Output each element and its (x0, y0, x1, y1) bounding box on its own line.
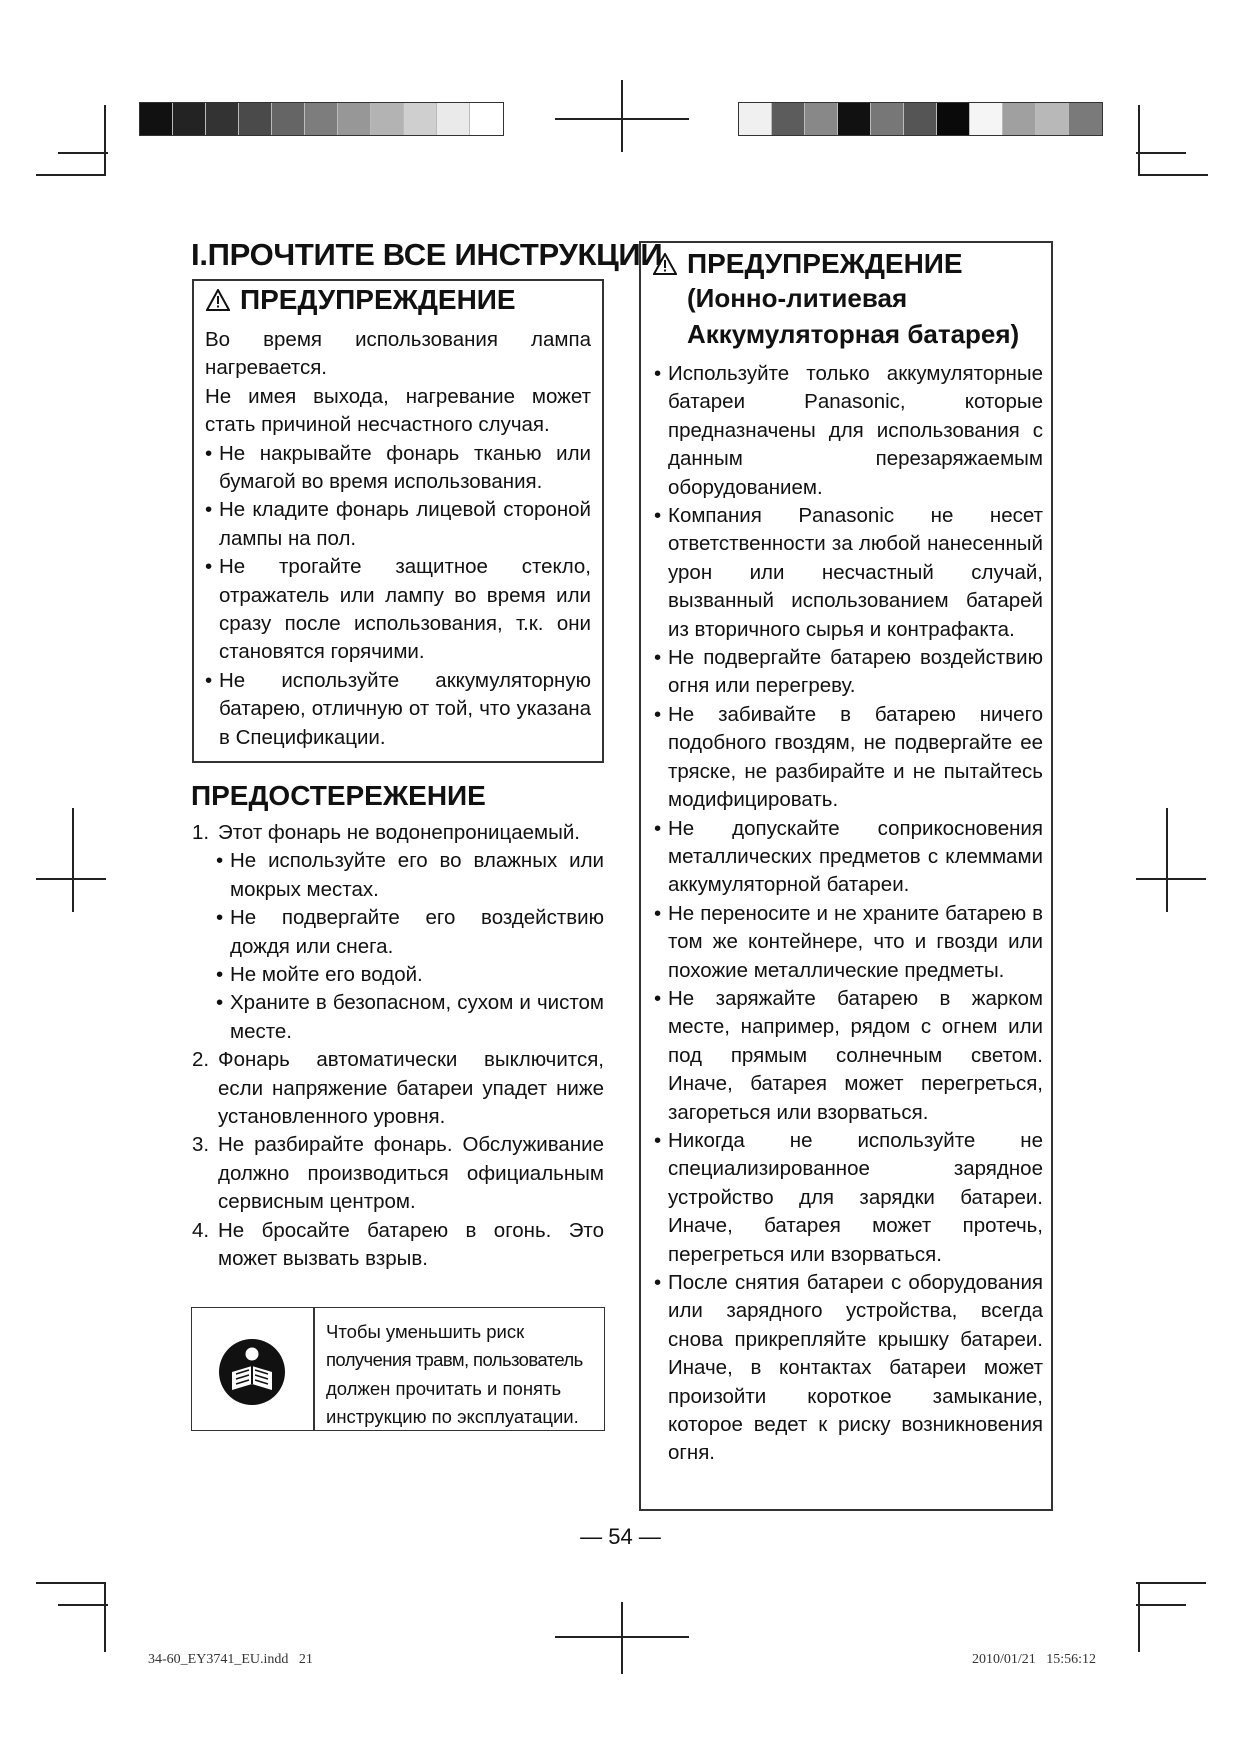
color-swatch (404, 103, 437, 135)
registration-cross (1166, 808, 1168, 912)
list-item: • Не трогайте защитное стекло, отражатель или лампу во время или сразу после использования, т.к. они становятся горячими. (205, 555, 591, 664)
color-swatch (338, 103, 371, 135)
crop-mark (1136, 1604, 1186, 1606)
crop-mark (36, 174, 106, 176)
crop-mark (104, 105, 106, 175)
left-warning-heading (206, 284, 516, 316)
color-swatch (937, 103, 970, 135)
crop-mark (104, 1582, 106, 1652)
list-item: • Не переносите и не храните батарею в том же контейнере, что и гвозди или похожие металлические предметы. (654, 901, 1043, 982)
registration-cross (555, 1636, 689, 1638)
list-item: • Не подвергайте батарею воздействию огня или перегреву. (654, 646, 1043, 698)
manual-notice-text (326, 1318, 608, 1432)
caution-heading: ПРЕДОСТЕРЕЖЕНИЕ (191, 780, 486, 811)
crop-mark (1138, 174, 1208, 176)
warning-title: ПРЕДУПРЕЖДЕНИЕ (240, 284, 516, 315)
registration-cross (621, 80, 623, 152)
list-item: • Компания Panasonic не несет ответственности за любой нанесенный урон или несчастный случай, вызванный использованием батарей из вторичного сырья и контрафакта. (654, 504, 1043, 641)
numbered-item: 3. Не разбирайте фонарь. Обслуживание должно производиться официальным сервисным центром. (192, 1133, 604, 1214)
warning-triangle-icon (206, 289, 230, 311)
color-swatch (772, 103, 805, 135)
crop-mark (36, 1582, 106, 1584)
color-calibration-bar-left (139, 102, 504, 136)
color-swatch (272, 103, 305, 135)
list-item: • Используйте только аккумуляторные батареи Panasonic, которые предназначены для использования с данным перезаряжаемым оборудованием. (654, 362, 1043, 499)
right-warning-heading (653, 248, 963, 280)
left-warning-content (205, 326, 591, 752)
color-swatch (1003, 103, 1036, 135)
color-swatch (1036, 103, 1069, 135)
color-swatch (739, 103, 772, 135)
footer-filename: 34-60_EY3741_EU.indd 21 (148, 1652, 313, 1667)
list-item: • Не забивайте в батарею ничего подобного гвоздям, не подвергайте ее тряске, не разбирайте и не пытайтесь модифицировать. (654, 702, 1043, 812)
color-swatch (970, 103, 1003, 135)
notice-line: должен прочитать и понять (326, 1377, 562, 1399)
notice-line: получения травм, пользователь (326, 1349, 583, 1371)
color-swatch (371, 103, 404, 135)
list-item: • Не заряжайте батарею в жарком месте, например, рядом с огнем или под прямым солнечным светом. Иначе, батарея может перегреться, загореться или взорваться. (654, 986, 1043, 1124)
list-item: • Не подвергайте его воздействию дождя или снега. (216, 906, 604, 958)
numbered-item: 4. Не бросайте батарею в огонь. Это может вызвать взрыв. (192, 1218, 604, 1271)
crop-mark (1138, 105, 1140, 175)
registration-cross (555, 118, 689, 120)
warning-subtitle: (Ионно-литиевая (687, 283, 908, 313)
page-title: I.ПРОЧТИТЕ ВСЕ ИНСТРУКЦИИ (191, 237, 663, 272)
list-item: • Не используйте его во влажных или мокрых местах. (216, 849, 604, 901)
warning-paragraph: Во время использования лампа нагревается. (205, 328, 591, 380)
color-swatch (437, 103, 470, 135)
list-item: • После снятия батареи с оборудования или зарядного устройства, всегда снова прикрепляйте крышку батареи. Иначе, в контактах батареи может произойти короткое замыкание, которое ведет к риску возникновения огня. (654, 1271, 1043, 1465)
color-swatch (838, 103, 871, 135)
registration-cross (72, 808, 74, 912)
color-swatch (239, 103, 272, 135)
color-swatch (871, 103, 904, 135)
crop-mark (58, 1604, 108, 1606)
registration-cross (1136, 878, 1206, 880)
numbered-item: 1. Этот фонарь не водонепроницаемый. (192, 821, 581, 844)
footer-timestamp: 2010/01/21 15:56:12 (972, 1652, 1097, 1667)
manual-notice-divider (313, 1307, 315, 1431)
notice-line: инструкцию по эксплуатации. (326, 1406, 579, 1428)
list-item: • Никогда не используйте не специализированное зарядное устройство для зарядки батареи. Иначе, батарея может протечь, перегреться или взорваться. (654, 1128, 1043, 1266)
crop-mark (1136, 1582, 1206, 1584)
color-swatch (1069, 103, 1102, 135)
warning-paragraph: Не имея выхода, нагревание может стать причиной несчастного случая. (205, 384, 591, 437)
list-item: • Не используйте аккумуляторную батарею, отличную от той, что указана в Спецификации. (205, 668, 591, 749)
list-item: • Не кладите фонарь лицевой стороной лампы на пол. (205, 498, 591, 550)
notice-line: Чтобы уменьшить риск (326, 1321, 525, 1342)
list-item: • Не накрывайте фонарь тканью или бумагой во время использования. (205, 441, 591, 494)
warning-title: ПРЕДУПРЕЖДЕНИЕ (687, 248, 963, 279)
numbered-item: 2. Фонарь автоматически выключится, если напряжение батареи упадет ниже установленного уровня. (192, 1048, 604, 1129)
read-manual-icon (218, 1338, 286, 1406)
crop-mark (1138, 1582, 1140, 1652)
registration-cross (621, 1602, 623, 1674)
list-item: • Храните в безопасном, сухом и чистом месте. (216, 991, 604, 1043)
color-swatch (470, 103, 503, 135)
color-swatch (805, 103, 838, 135)
crop-mark (1136, 152, 1186, 154)
right-warning-list (654, 360, 1043, 1468)
color-swatch (904, 103, 937, 135)
caution-list (192, 819, 604, 1274)
crop-mark (58, 152, 108, 154)
color-calibration-bar-right (738, 102, 1103, 136)
color-swatch (206, 103, 239, 135)
color-swatch (173, 103, 206, 135)
warning-triangle-icon (653, 253, 677, 275)
warning-subtitle: Аккумуляторная батарея) (687, 319, 1020, 349)
color-swatch (305, 103, 338, 135)
list-item: • Не мойте его водой. (216, 963, 423, 987)
page-number: — 54 — (580, 1524, 661, 1549)
registration-cross (36, 878, 106, 880)
list-item: • Не допускайте соприкосновения металлических предметов с клеммами аккумуляторной батареи. (654, 816, 1043, 897)
color-swatch (140, 103, 173, 135)
